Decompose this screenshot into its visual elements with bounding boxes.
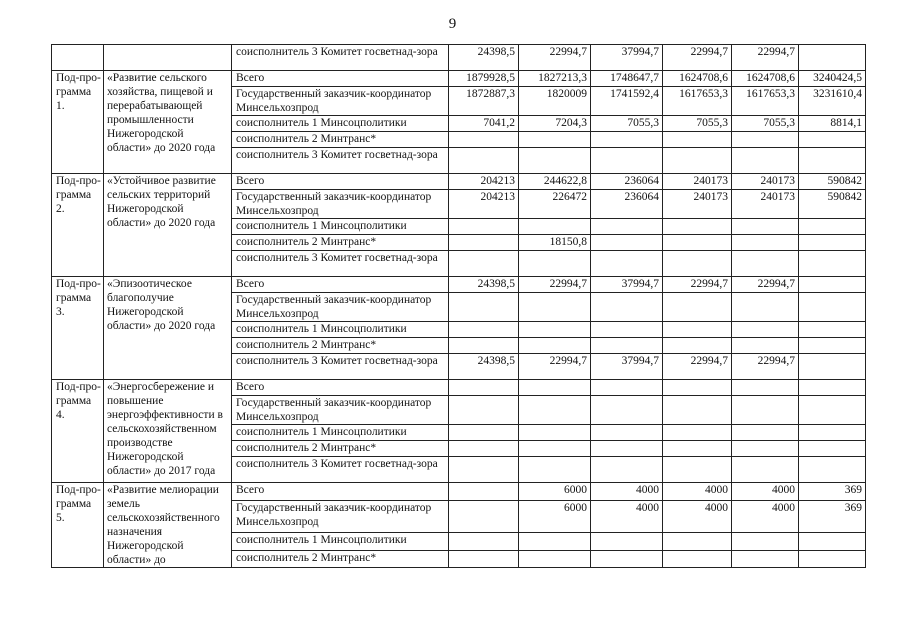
executor-cell: соисполнитель 1 Минсоцполитики — [232, 425, 449, 441]
executor-cell: Всего — [232, 277, 449, 293]
value-cell: 22994,7 — [732, 277, 799, 293]
value-cell — [663, 219, 732, 235]
value-cell — [799, 533, 866, 551]
value-cell — [519, 533, 591, 551]
value-cell: 4000 — [591, 483, 663, 501]
value-cell — [732, 132, 799, 148]
value-cell — [799, 251, 866, 277]
executor-cell: соисполнитель 2 Минтранс* — [232, 551, 449, 568]
value-cell — [449, 251, 519, 277]
value-cell: 240173 — [732, 190, 799, 219]
subprogram-number-cell: Под-про-грамма 3. — [52, 277, 104, 380]
value-cell — [591, 425, 663, 441]
value-cell — [591, 132, 663, 148]
value-cell — [799, 148, 866, 174]
value-cell — [799, 338, 866, 354]
value-cell: 4000 — [732, 483, 799, 501]
value-cell: 1624708,6 — [663, 71, 732, 87]
executor-cell: Государственный заказчик-координатор Минсельхозпрод — [232, 190, 449, 219]
executor-cell: соисполнитель 3 Комитет госветнад-зора — [232, 457, 449, 483]
value-cell: 1872887,3 — [449, 87, 519, 116]
value-cell: 24398,5 — [449, 277, 519, 293]
value-cell: 22994,7 — [663, 277, 732, 293]
value-cell — [449, 441, 519, 457]
value-cell: 1879928,5 — [449, 71, 519, 87]
value-cell — [449, 500, 519, 532]
value-cell: 3231610,4 — [799, 87, 866, 116]
value-cell: 1624708,6 — [732, 71, 799, 87]
value-cell: 7204,3 — [519, 116, 591, 132]
value-cell: 22994,7 — [663, 354, 732, 380]
subprogram-number-cell: Под-про-грамма 5. — [52, 483, 104, 568]
value-cell — [663, 457, 732, 483]
value-cell: 1617653,3 — [663, 87, 732, 116]
value-cell — [663, 235, 732, 251]
table-row — [52, 45, 866, 71]
value-cell: 22994,7 — [732, 45, 799, 71]
value-cell: 4000 — [732, 500, 799, 532]
value-cell — [519, 148, 591, 174]
value-cell — [799, 380, 866, 396]
value-cell — [799, 396, 866, 425]
value-cell — [732, 148, 799, 174]
table-row — [52, 277, 866, 293]
value-cell: 24398,5 — [449, 354, 519, 380]
value-cell — [799, 132, 866, 148]
value-cell: 204213 — [449, 190, 519, 219]
executor-cell: соисполнитель 1 Минсоцполитики — [232, 116, 449, 132]
value-cell — [732, 219, 799, 235]
value-cell — [449, 148, 519, 174]
value-cell: 3240424,5 — [799, 71, 866, 87]
value-cell: 236064 — [591, 174, 663, 190]
executor-cell: Государственный заказчик-координатор Минсельхозпрод — [232, 293, 449, 322]
value-cell — [732, 251, 799, 277]
table-row — [52, 174, 866, 190]
value-cell: 6000 — [519, 500, 591, 532]
value-cell — [449, 322, 519, 338]
value-cell — [591, 533, 663, 551]
value-cell: 4000 — [663, 483, 732, 501]
value-cell: 4000 — [591, 500, 663, 532]
page-number: 9 — [448, 16, 457, 32]
value-cell — [663, 441, 732, 457]
value-cell: 369 — [799, 500, 866, 532]
value-cell: 590842 — [799, 174, 866, 190]
value-cell — [663, 322, 732, 338]
value-cell: 18150,8 — [519, 235, 591, 251]
value-cell — [519, 457, 591, 483]
value-cell — [519, 380, 591, 396]
value-cell — [732, 551, 799, 568]
subprogram-number-cell: Под-про-грамма 4. — [52, 380, 104, 483]
value-cell — [449, 457, 519, 483]
value-cell: 37994,7 — [591, 277, 663, 293]
value-cell: 244622,8 — [519, 174, 591, 190]
value-cell — [591, 322, 663, 338]
value-cell — [732, 457, 799, 483]
value-cell — [799, 425, 866, 441]
value-cell — [449, 551, 519, 568]
value-cell — [449, 132, 519, 148]
table-row — [52, 483, 866, 501]
value-cell: 22994,7 — [732, 354, 799, 380]
value-cell: 240173 — [732, 174, 799, 190]
value-cell — [663, 425, 732, 441]
executor-cell: соисполнитель 2 Минтранс* — [232, 132, 449, 148]
value-cell: 1748647,7 — [591, 71, 663, 87]
value-cell — [519, 441, 591, 457]
value-cell — [732, 396, 799, 425]
value-cell — [799, 235, 866, 251]
value-cell: 590842 — [799, 190, 866, 219]
executor-cell: Государственный заказчик-координатор Минсельхозпрод — [232, 500, 449, 532]
value-cell: 1741592,4 — [591, 87, 663, 116]
value-cell — [449, 425, 519, 441]
value-cell — [663, 380, 732, 396]
value-cell — [799, 441, 866, 457]
executor-cell: соисполнитель 3 Комитет госветнад-зора — [232, 251, 449, 277]
subprogram-number-cell: Под-про-грамма 1. — [52, 71, 104, 174]
value-cell — [519, 551, 591, 568]
value-cell: 37994,7 — [591, 354, 663, 380]
value-cell: 22994,7 — [519, 45, 591, 71]
value-cell — [663, 148, 732, 174]
value-cell — [449, 396, 519, 425]
executor-cell: соисполнитель 1 Минсоцполитики — [232, 322, 449, 338]
value-cell — [663, 251, 732, 277]
value-cell — [591, 235, 663, 251]
value-cell — [732, 322, 799, 338]
value-cell — [591, 380, 663, 396]
value-cell — [519, 425, 591, 441]
value-cell — [799, 277, 866, 293]
executor-cell: Государственный заказчик-координатор Минсельхозпрод — [232, 396, 449, 425]
value-cell — [519, 396, 591, 425]
value-cell: 1827213,3 — [519, 71, 591, 87]
executor-cell: соисполнитель 3 Комитет госветнад-зора — [232, 148, 449, 174]
value-cell — [449, 380, 519, 396]
table-row — [52, 71, 866, 87]
value-cell — [799, 322, 866, 338]
value-cell: 204213 — [449, 174, 519, 190]
value-cell — [799, 457, 866, 483]
value-cell — [449, 338, 519, 354]
value-cell — [663, 338, 732, 354]
subprogram-number-cell — [52, 45, 104, 71]
value-cell — [732, 441, 799, 457]
value-cell — [449, 235, 519, 251]
value-cell — [799, 293, 866, 322]
value-cell — [799, 219, 866, 235]
value-cell — [591, 441, 663, 457]
subprogram-number-cell: Под-про-грамма 2. — [52, 174, 104, 277]
value-cell: 22994,7 — [519, 277, 591, 293]
executor-cell: соисполнитель 3 Комитет госветнад-зора — [232, 45, 449, 71]
value-cell — [591, 219, 663, 235]
value-cell: 8814,1 — [799, 116, 866, 132]
subprogram-title-cell — [104, 45, 232, 71]
value-cell — [519, 251, 591, 277]
value-cell — [732, 338, 799, 354]
value-cell — [732, 380, 799, 396]
value-cell: 240173 — [663, 174, 732, 190]
value-cell — [449, 533, 519, 551]
budget-table — [51, 44, 866, 568]
value-cell — [449, 219, 519, 235]
executor-cell: соисполнитель 3 Комитет госветнад-зора — [232, 354, 449, 380]
value-cell — [591, 551, 663, 568]
value-cell — [519, 338, 591, 354]
executor-cell: соисполнитель 2 Минтранс* — [232, 441, 449, 457]
value-cell: 226472 — [519, 190, 591, 219]
value-cell: 22994,7 — [663, 45, 732, 71]
subprogram-title-cell: «Эпизоотическое благополучие Нижегородской области» до 2020 года — [104, 277, 232, 380]
value-cell — [663, 551, 732, 568]
executor-cell: Всего — [232, 483, 449, 501]
value-cell: 24398,5 — [449, 45, 519, 71]
table-row — [52, 380, 866, 396]
value-cell — [663, 533, 732, 551]
executor-cell: Всего — [232, 71, 449, 87]
value-cell: 1617653,3 — [732, 87, 799, 116]
executor-cell: Государственный заказчик-координатор Минсельхозпрод — [232, 87, 449, 116]
value-cell — [519, 132, 591, 148]
value-cell — [799, 45, 866, 71]
value-cell: 240173 — [663, 190, 732, 219]
value-cell — [449, 293, 519, 322]
subprogram-title-cell: «Развитие сельского хозяйства, пищевой и перерабатывающей промышленности Нижегородской области» до 2020 года — [104, 71, 232, 174]
value-cell: 37994,7 — [591, 45, 663, 71]
value-cell — [799, 551, 866, 568]
value-cell — [732, 293, 799, 322]
executor-cell: Всего — [232, 174, 449, 190]
value-cell — [449, 483, 519, 501]
executor-cell: соисполнитель 2 Минтранс* — [232, 338, 449, 354]
value-cell — [591, 396, 663, 425]
value-cell: 6000 — [519, 483, 591, 501]
value-cell — [519, 219, 591, 235]
executor-cell: соисполнитель 1 Минсоцполитики — [232, 219, 449, 235]
value-cell: 7041,2 — [449, 116, 519, 132]
value-cell — [663, 396, 732, 425]
value-cell — [732, 235, 799, 251]
executor-cell: соисполнитель 1 Минсоцполитики — [232, 533, 449, 551]
value-cell — [732, 425, 799, 441]
value-cell — [663, 132, 732, 148]
executor-cell: соисполнитель 2 Минтранс* — [232, 235, 449, 251]
value-cell — [591, 457, 663, 483]
value-cell — [663, 293, 732, 322]
value-cell — [519, 293, 591, 322]
value-cell — [799, 354, 866, 380]
value-cell: 7055,3 — [591, 116, 663, 132]
value-cell: 236064 — [591, 190, 663, 219]
subprogram-title-cell: «Развитие мелиорации земель сельскохозяйственного назначения Нижегородской области» до — [104, 483, 232, 568]
subprogram-title-cell: «Устойчивое развитие сельских территорий Нижегородской области» до 2020 года — [104, 174, 232, 277]
value-cell: 4000 — [663, 500, 732, 532]
value-cell — [591, 251, 663, 277]
value-cell: 22994,7 — [519, 354, 591, 380]
value-cell: 1820009 — [519, 87, 591, 116]
value-cell — [591, 293, 663, 322]
value-cell: 7055,3 — [663, 116, 732, 132]
value-cell — [732, 533, 799, 551]
value-cell: 7055,3 — [732, 116, 799, 132]
value-cell — [519, 322, 591, 338]
subprogram-title-cell: «Энергосбережение и повышение энергоэффективности в сельскохозяйственном производстве Нижегородской области» до 2017 года — [104, 380, 232, 483]
executor-cell: Всего — [232, 380, 449, 396]
value-cell — [591, 148, 663, 174]
value-cell: 369 — [799, 483, 866, 501]
value-cell — [591, 338, 663, 354]
